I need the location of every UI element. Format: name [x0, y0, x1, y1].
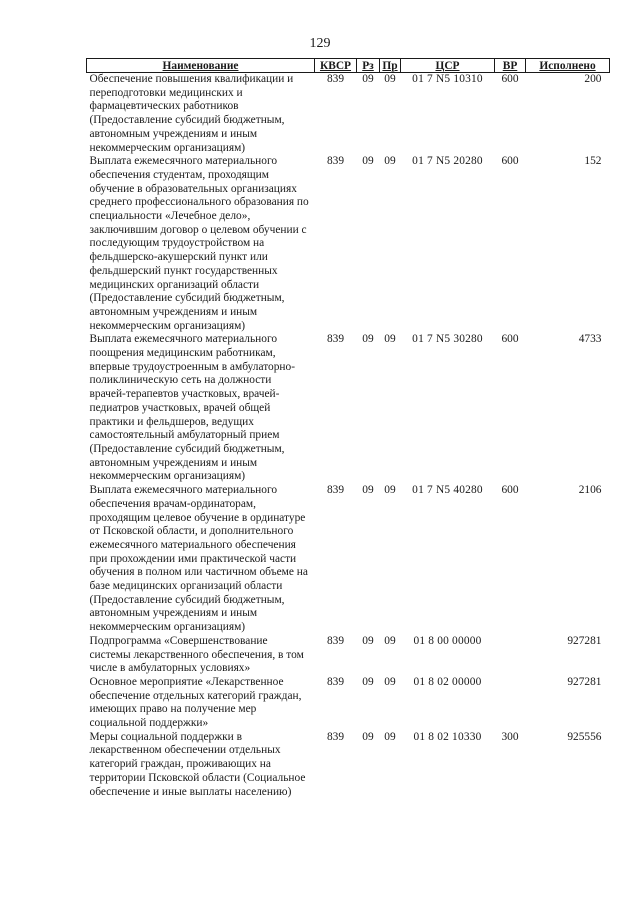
row-kvsr: 839 [326, 73, 345, 85]
row-vr: 600 [501, 155, 519, 168]
row-vr [495, 635, 526, 676]
row-rz: 09 [362, 730, 374, 743]
budget-table [86, 58, 610, 799]
row-pr: 09 [384, 155, 396, 168]
row-rz: 09 [362, 484, 374, 497]
row-pr: 09 [384, 675, 396, 688]
row-amount: 152 [584, 155, 602, 168]
row-csr: 01 7 N5 40280 [412, 484, 483, 497]
row-amount: 927281 [567, 634, 602, 647]
row-pr: 09 [384, 730, 396, 743]
table-row [87, 333, 610, 484]
row-rz: 09 [362, 333, 374, 346]
row-amount: 925556 [567, 730, 602, 743]
row-csr: 01 8 02 00000 [413, 675, 482, 688]
row-csr: 01 8 02 10330 [413, 730, 482, 743]
row-kvsr: 839 [326, 675, 345, 688]
row-name: Выплата ежемесячного материального обеспечения врачам-ординаторам, проходящим целевое обучение в ординатуре от Псковской области, и дополнительного ежемесячного материального обеспечения при прохождении ими практической части обучения в полном или частичном объеме на базе медицинских организаций области (Предоставление субсидий бюджетным, автономным учреждениям и иным некоммерческим организациям) [89, 484, 308, 634]
row-csr: 01 7 N5 20280 [412, 155, 483, 168]
row-rz: 09 [362, 634, 374, 647]
row-kvsr: 839 [326, 484, 345, 497]
row-kvsr: 839 [326, 155, 345, 168]
row-amount: 4733 [578, 333, 602, 346]
row-csr: 01 7 N5 30280 [412, 333, 483, 346]
row-pr: 09 [384, 634, 396, 647]
table-row [87, 73, 610, 156]
table-row [87, 676, 610, 731]
header-rz: Рз [357, 59, 380, 73]
row-amount: 927281 [567, 675, 602, 688]
header-kvsr: КВСР [315, 59, 357, 73]
header-name: Наименование [87, 59, 315, 73]
row-name: Обеспечение повышения квалификации и переподготовки медицинских и фармацевтических работников (Предоставление субсидий бюджетным, автономным учреждениям и иным некоммерческим организациям) [89, 73, 294, 154]
row-amount: 2106 [578, 484, 602, 497]
table-row [87, 155, 610, 333]
header-vr: ВР [495, 59, 526, 73]
header-pr: Пр [380, 59, 401, 73]
row-csr: 01 8 00 00000 [413, 634, 482, 647]
row-amount: 200 [584, 73, 602, 85]
row-vr [495, 676, 526, 731]
row-name: Выплата ежемесячного материального обеспечения студентам, проходящим обучение в образовательных организациях среднего профессионального образования по специальности «Лечебное дело», заключившим договор о целевом обучении с последующим трудоустройством на фельдшерско-акушерский пункт или фельдшерский пункт государственных медицинских организаций области (Предоставление субсидий бюджетным, автономным учреждениям и иным некоммерческим организациям) [89, 155, 309, 332]
table-header-row [87, 59, 610, 73]
row-vr: 600 [501, 333, 519, 346]
row-kvsr: 839 [326, 730, 345, 743]
table-row [87, 731, 610, 800]
row-rz: 09 [362, 155, 374, 168]
row-name: Основное мероприятие «Лекарственное обеспечение отдельных категорий граждан, имеющих право на получение мер социальной поддержки» [89, 675, 302, 730]
page-number: 129 [309, 36, 331, 51]
header-csr: ЦСР [401, 59, 495, 73]
row-name: Выплата ежемесячного материального поощрения медицинским работникам, впервые трудоустроенным в амбулаторно-поликлиническую сеть на должности врачей-терапевтов участковых, врачей-педиатров участковых, врачей общей практики и фельдшеров, ведущих самостоятельный амбулаторный прием (Предоставление субсидий бюджетным, автономным учреждениям и иным некоммерческим организациям) [89, 333, 296, 483]
row-name: Меры социальной поддержки в лекарственном обеспечении отдельных категорий граждан, проживающих на территории Псковской области (Социальное обеспечение и иные выплаты населению) [89, 730, 306, 798]
row-vr: 600 [501, 484, 519, 497]
header-amount: Исполнено [526, 59, 610, 73]
row-kvsr: 839 [326, 634, 345, 647]
row-pr: 09 [384, 484, 396, 497]
row-csr: 01 7 N5 10310 [412, 73, 483, 85]
row-rz: 09 [362, 675, 374, 688]
row-pr: 09 [384, 333, 396, 346]
table-row [87, 635, 610, 676]
row-rz: 09 [362, 73, 374, 85]
row-vr: 300 [501, 730, 519, 743]
row-kvsr: 839 [326, 333, 345, 346]
row-name: Подпрограмма «Совершенствование системы лекарственного обеспечения, в том числе в амбулаторных условиях» [89, 634, 304, 675]
row-pr: 09 [384, 73, 396, 85]
table-row [87, 484, 610, 635]
row-vr: 600 [501, 73, 519, 85]
